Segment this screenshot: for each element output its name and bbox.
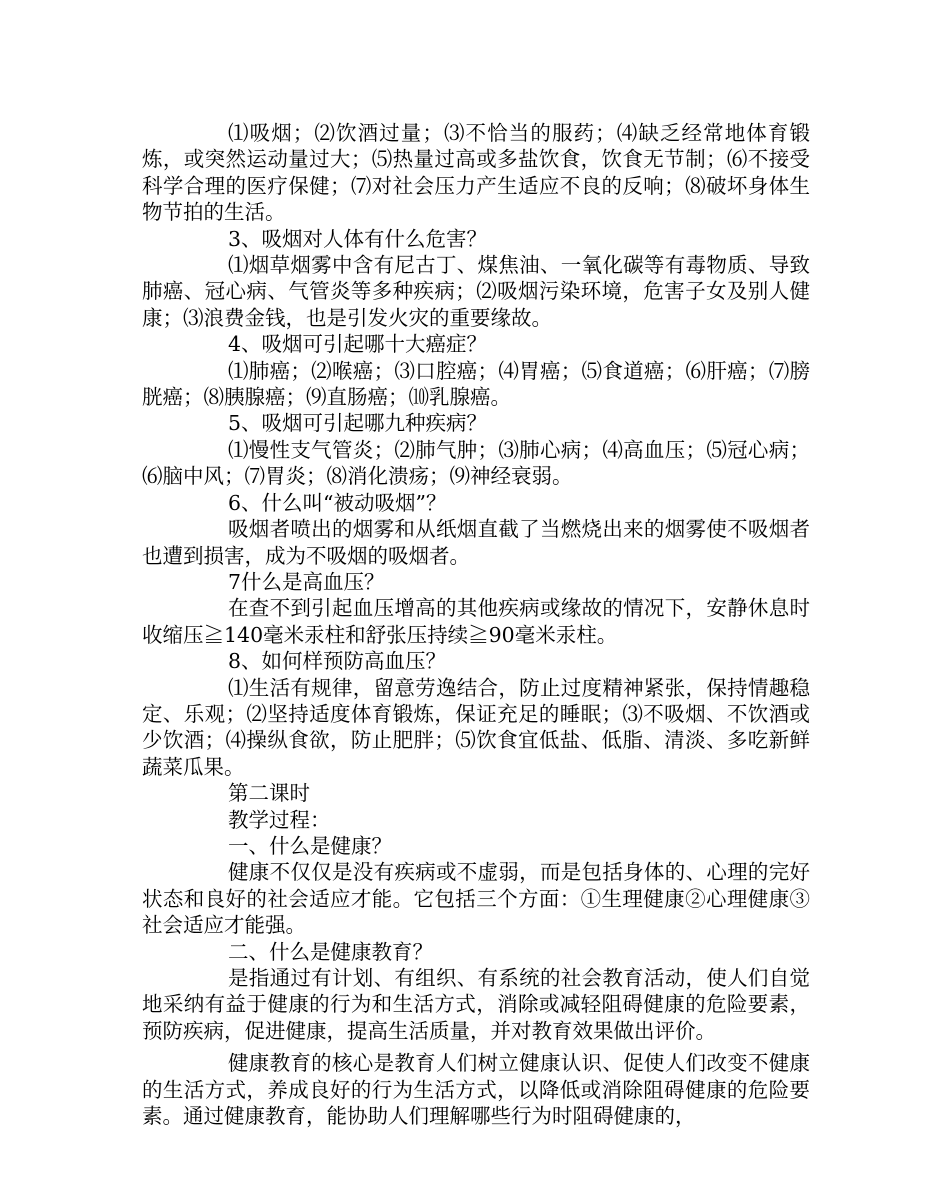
question-heading-what-is-health: 一、什么是健康？ xyxy=(228,833,392,858)
paragraph-smoking-harm: ⑴烟草烟雾中含有尼古丁、煤焦油、一氧化碳等有毒物质、导致肺癌、冠心病、气管炎等多种疾病；⑵吸烟污染环境，危害子女及别人健康；⑶浪费金钱，也是引发火灾的重要缘故。 xyxy=(142,253,810,330)
question-heading-ten-cancers: 4、吸烟可引起哪十大癌症？ xyxy=(228,332,488,357)
section-heading-second-lesson: 第二课时 xyxy=(228,781,310,806)
paragraph-nine-diseases: ⑴慢性支气管炎；⑵肺气肿；⑶肺心病；⑷高血压；⑸冠心病；⑹脑中风；⑺胃炎；⑻消化溃疡；⑼神经衰弱。 xyxy=(142,437,810,489)
paragraph-what-is-health: 健康不仅仅是没有疾病或不虚弱，而是包括身体的、心理的完好状态和良好的社会适应才能。它包括三个方面：①生理健康②心理健康③社会适应才能强。 xyxy=(142,860,810,938)
paragraph-prevent-hypertension: ⑴生活有规律，留意劳逸结合，防止过度精神紧张，保持情趣稳定、乐观；⑵坚持适度体育锻炼，保证充足的睡眠；⑶不吸烟、不饮酒或少饮酒；⑷操纵食欲，防止肥胖；⑸饮食宜低盐、低脂、清淡、多吃新鲜蔬菜瓜果。 xyxy=(142,675,810,779)
question-heading-nine-diseases: 5、吸烟可引起哪九种疾病？ xyxy=(228,411,488,436)
paragraph-hypertension: 在查不到引起血压增高的其他疾病或缘故的情况下，安静休息时收缩压≧140毫米汞柱和舒张压持续≧90毫米汞柱。 xyxy=(142,596,810,647)
question-heading-prevent-hypertension: 8、如何样预防高血压？ xyxy=(228,649,447,674)
paragraph-passive-smoking: 吸烟者喷出的烟雾和从纸烟直截了当燃烧出来的烟雾使不吸烟者也遭到损害，成为不吸烟的吸烟者。 xyxy=(142,517,810,568)
paragraph-risk-behaviors: ⑴吸烟；⑵饮酒过量；⑶不恰当的服药；⑷缺乏经常地体育锻炼，或突然运动量过大；⑸热量过高或多盐饮食，饮食无节制；⑹不接受科学合理的医疗保健；⑺对社会压力产生适应不良的反响；⑻破坏身体生物节拍的生活。 xyxy=(142,121,810,225)
question-heading-passive-smoking: 6、什么叫“被动吸烟”？ xyxy=(228,490,447,515)
document-body xyxy=(142,120,810,1129)
question-heading-smoking-harm: 3、吸烟对人体有什么危害？ xyxy=(228,226,488,251)
section-heading-teaching-process: 教学过程： xyxy=(228,807,331,832)
question-heading-hypertension: 7什么是高血压？ xyxy=(228,569,385,594)
paragraph-health-education: 是指通过有计划、有组织、有系统的社会教育活动，使人们自觉地采纳有益于健康的行为和生活方式，消除或减轻阻碍健康的危险要素，预防疾病，促进健康，提高生活质量，并对教育效果做出评价。 xyxy=(142,966,810,1043)
paragraph-ten-cancers: ⑴肺癌；⑵喉癌；⑶口腔癌；⑷胃癌；⑸食道癌；⑹肝癌；⑺膀胱癌；⑻胰腺癌；⑼直肠癌；⑽乳腺癌。 xyxy=(142,358,810,410)
question-heading-health-education: 二、什么是健康教育？ xyxy=(228,939,433,964)
paragraph-health-education-core: 健康教育的核心是教育人们树立健康认识、促使人们改变不健康的生活方式，养成良好的行为生活方式，以降低或消除阻碍健康的危险要素。通过健康教育，能协助人们理解哪些行为时阻碍健康的， xyxy=(142,1051,810,1129)
